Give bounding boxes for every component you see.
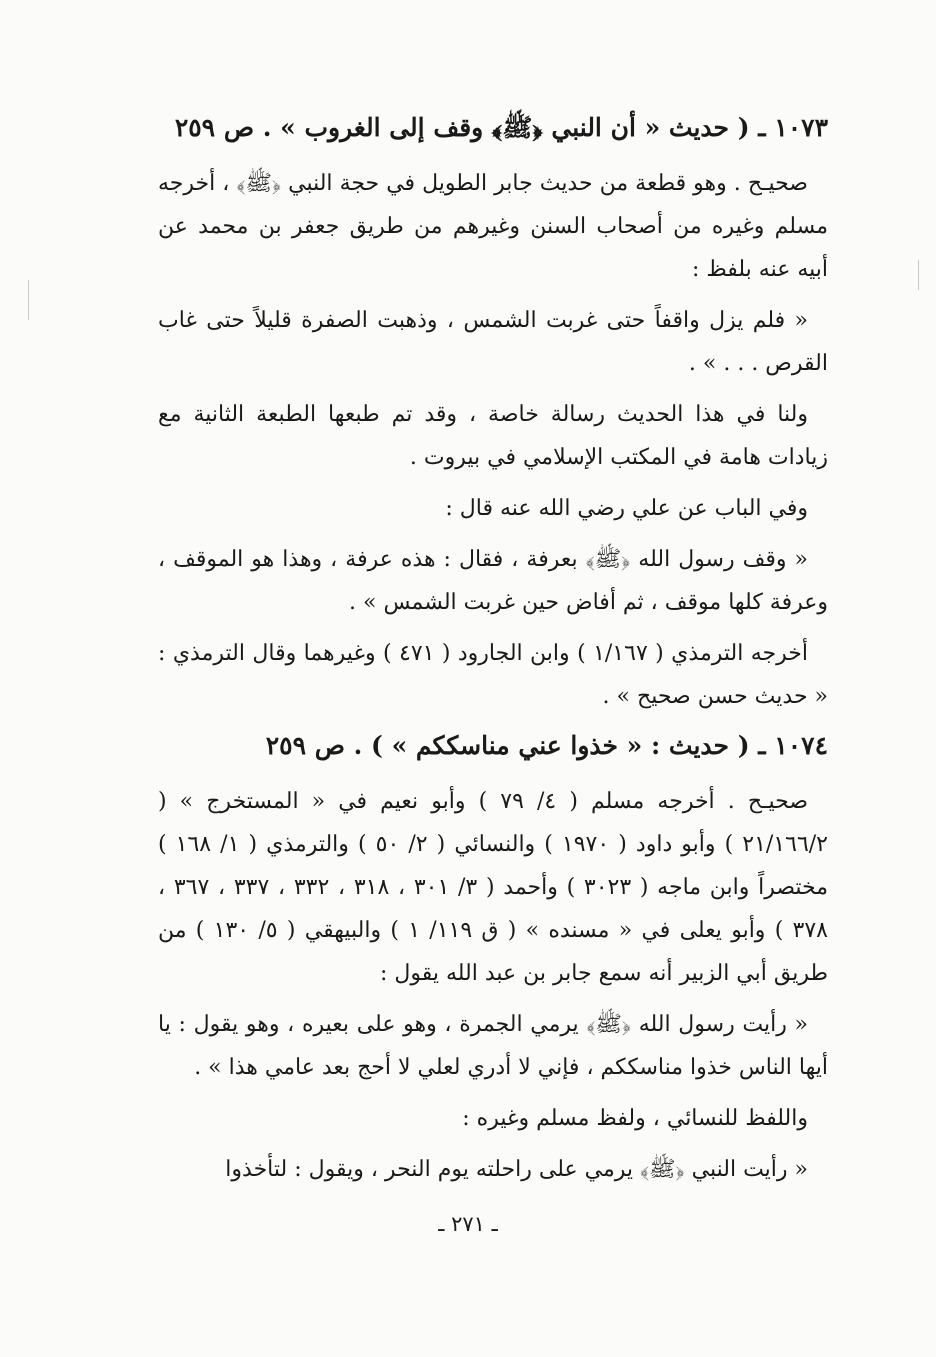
paragraph-takhrij-tirmidhi: أخرجه الترمذي ( ١/١٦٧ ) وابن الجارود ( ٤٧١ ) وغيرهما وقال الترمذي : « حديث حسن صحيح » . [158, 641, 828, 709]
page-number: ـ ٢٧١ ـ [438, 1212, 498, 1236]
paragraph-quote-jabir: « فلم يزل واقفاً حتى غربت الشمس ، وذهبت الصفرة قليلاً حتى غاب القرص . . . » . [158, 308, 828, 376]
paragraph-lafz-nasai: واللفظ للنسائي ، ولفظ مسلم وغيره : [462, 1106, 808, 1131]
paragraph-quote-manasik: « رأيت رسول الله ﴿ﷺ﴾ يرمي الجمرة ، وهو على بعيره ، وهو يقول : يا أيها الناس خذوا مناسككم ، فإني لا أدري لعلي لا أحج بعد عامي هذا » . [158, 1012, 828, 1080]
paragraph-bab-ali: وفي الباب عن علي رضي الله عنه قال : [445, 496, 808, 521]
scan-margin-mark [918, 260, 919, 290]
heading-hadith-1073: ١٠٧٣ ـ ( حديث « أن النبي ﴿ﷺ﴾ وقف إلى الغروب » . ص ٢٥٩ [174, 113, 828, 142]
paragraph-quote-ali: « وقف رسول الله ﴿ﷺ﴾ بعرفة ، فقال : هذه عرفة ، وهذا هو الموقف ، وعرفة كلها موقف ، ثم أفاض حين غربت الشمس » . [158, 547, 828, 615]
heading-hadith-1074: ١٠٧٤ ـ ( حديث : « خذوا عني مناسككم » ) . ص ٢٥٩ [265, 731, 828, 760]
paragraph-quote-rahila: « رأيت النبي ﴿ﷺ﴾ يرمي على راحلته يوم النحر ، ويقول : لتأخذوا [225, 1157, 808, 1182]
paragraph-sahih-1073: صحيـح . وهو قطعة من حديث جابر الطويل في حجة النبي ﴿ﷺ﴾ ، أخرجه مسلم وغيره من أصحاب السنن وغيرهم من طريق جعفر بن محمد عن أبيه عنه بلفظ : [158, 171, 828, 282]
scan-margin-mark [28, 280, 29, 320]
paragraph-sahih-1074: صحيـح . أخرجه مسلم ( ٤/ ٧٩ ) وأبو نعيم في « المستخرج » ( ٢١/١٦٦/٢ ) وأبو داود ( ١٩٧٠ ) والنسائي ( ٢/ ٥٠ ) والترمذي ( ١/ ١٦٨ ) مختصراً وابن ماجه ( ٣٠٢٣ ) وأحمد ( ٣/ ٣٠١ ، ٣١٨ ، ٣٣٢ ، ٣٣٧ ، ٣٦٧ ، ٣٧٨ ) وأبو يعلى في « مسنده » ( ق ١١٩/ ١ ) والبيهقي ( ٥/ ١٣٠ ) من طريق أبي الزبير أنه سمع جابر بن عبد الله يقول : [158, 789, 829, 986]
paragraph-risala-note: ولنا في هذا الحديث رسالة خاصة ، وقد تم طبعها الطبعة الثانية مع زيادات هامة في المكتب الإسلامي في بيروت . [158, 402, 828, 470]
